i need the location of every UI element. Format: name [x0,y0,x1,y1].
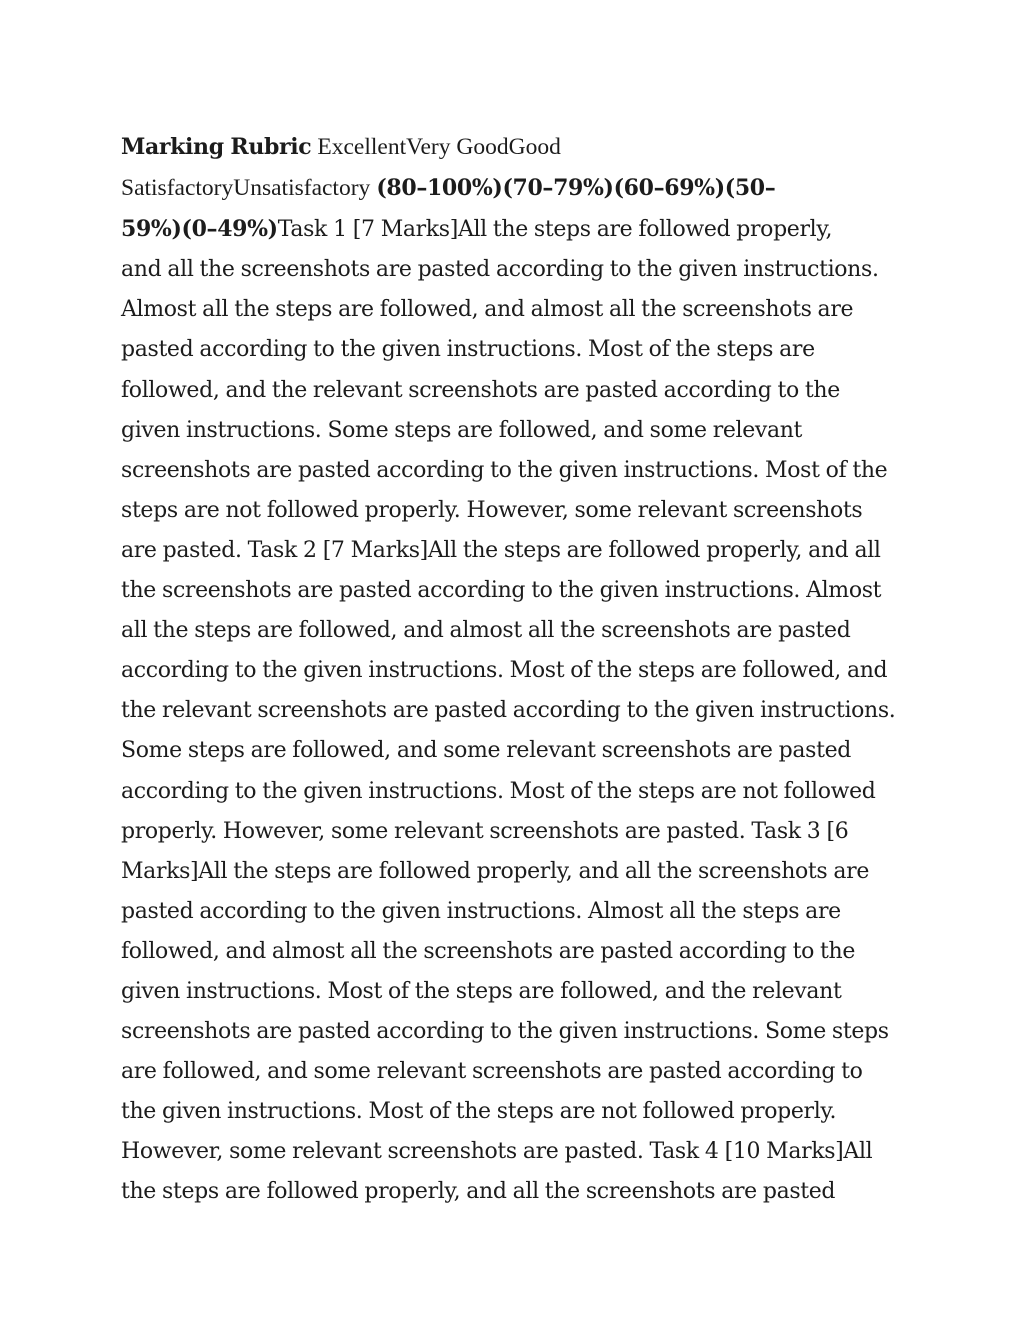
body-text: Some steps are followed, and some relevant screenshots are pasted [121,738,851,764]
text-line [121,892,911,932]
body-text: are followed, and some relevant screenshots are pasted according to [121,1059,863,1085]
text-line [121,1012,911,1052]
body-text: Marks]All the steps are followed properly, and all the screenshots are [121,858,870,884]
bold-text: Marking Rubric [121,134,312,160]
text-line [121,772,911,812]
body-text: given instructions. Most of the steps are followed, and the relevant [121,978,842,1004]
body-text: screenshots are pasted according to the given instructions. Most of the [121,457,888,483]
text-line [121,168,911,209]
body-text: are pasted. Task 2 [7 Marks]All the steps are followed properly, and all [121,537,881,563]
text-line [121,1052,911,1092]
body-text: followed, and the relevant screenshots are pasted according to the [121,377,840,403]
body-text: according to the given instructions. Most of the steps are not followed [121,778,876,804]
bold-text: 59%)(0–49%) [121,216,278,243]
text-line [121,932,911,972]
text-line [121,611,911,651]
text-line [121,1092,911,1132]
text-line [121,451,911,491]
body-text: properly. However, some relevant screenshots are pasted. Task 3 [6 [121,818,849,844]
body-text: screenshots are pasted according to the given instructions. Some steps [121,1019,889,1045]
body-text: pasted according to the given instructions. Most of the steps are [121,337,815,363]
text-line [121,852,911,892]
body-text: ExcellentVery GoodGood [317,134,561,160]
body-text: the steps are followed properly, and all the screenshots are pasted [121,1179,836,1205]
text-line [121,371,911,411]
text-line [121,1172,911,1212]
body-text: Almost all the steps are followed, and almost all the screenshots are [121,297,854,323]
body-text: steps are not followed properly. However, some relevant screenshots [121,497,863,523]
text-line [121,691,911,731]
text-line [121,531,911,571]
text-line [121,411,911,451]
body-text: and all the screenshots are pasted according to the given instructions. [121,257,879,283]
text-line [121,250,911,290]
body-text: the given instructions. Most of the steps are not followed properly. [121,1099,837,1125]
body-text: followed, and almost all the screenshots are pasted according to the [121,938,856,964]
text-line [121,127,911,168]
bold-text: (80–100%)(70–79%)(60–69%)(50– [376,175,776,202]
body-text: SatisfactoryUnsatisfactory [121,175,371,202]
body-text: given instructions. Some steps are followed, and some relevant [121,417,803,443]
document-body [121,127,911,1213]
text-line [121,972,911,1012]
text-line [121,731,911,771]
text-line [121,571,911,611]
text-line [121,330,911,370]
body-text: according to the given instructions. Most of the steps are followed, and [121,658,888,684]
text-line [121,491,911,531]
body-text: However, some relevant screenshots are pasted. Task 4 [10 Marks]All [121,1139,873,1165]
text-line [121,651,911,691]
body-text: all the steps are followed, and almost all the screenshots are pasted [121,618,851,644]
body-text: Task 1 [7 Marks]All the steps are followed properly, [277,217,833,243]
text-line [121,209,911,250]
body-text: pasted according to the given instructions. Almost all the steps are [121,898,841,924]
text-line [121,290,911,330]
text-line [121,1132,911,1172]
body-text: the relevant screenshots are pasted according to the given instructions. [121,698,896,724]
text-line [121,812,911,852]
body-text: the screenshots are pasted according to the given instructions. Almost [121,578,882,604]
